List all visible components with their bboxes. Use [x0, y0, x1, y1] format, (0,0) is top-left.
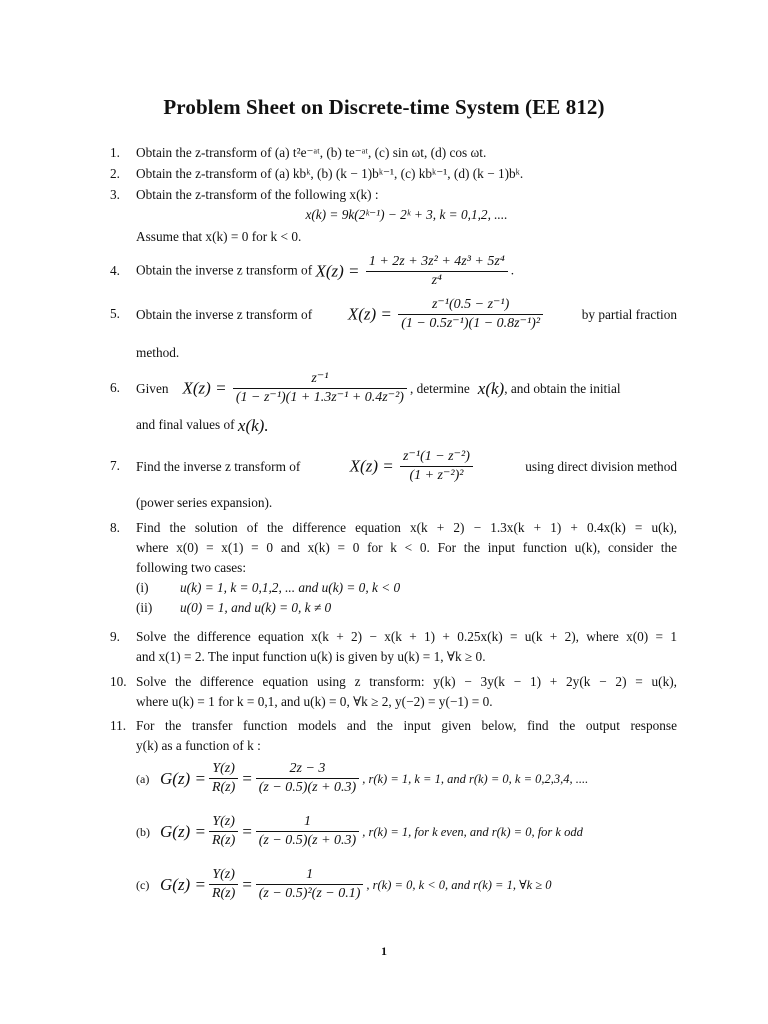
- problem-9: [112, 627, 677, 667]
- problem-5: [112, 296, 677, 363]
- fraction: [366, 253, 508, 290]
- problem-equation: x(k) = 9k(2ᵏ⁻¹) − 2ᵏ + 3, k = 0,1,2, ....: [305, 207, 508, 222]
- problem-text: Obtain the inverse z transform of: [136, 262, 313, 278]
- numerator: Y(z): [209, 813, 238, 832]
- problem-text: Find the inverse z transform of: [136, 458, 301, 474]
- problem-number: 2.: [110, 166, 120, 181]
- problem-line: Solve the difference equation using z transform: y(k) − 3y(k − 1) + 2y(k − 2) = u(k),: [136, 674, 677, 689]
- problem-line: where u(k) = 1 for k = 0,1, and u(k) = 0, ∀k ≥ 2, y(−2) = y(−1) = 0.: [136, 694, 493, 709]
- problem-number: 5.: [110, 306, 120, 321]
- problem-note: Assume that x(k) = 0 for k < 0.: [136, 229, 302, 244]
- numerator: Y(z): [209, 760, 238, 779]
- page-number: 1: [381, 944, 387, 958]
- numerator: Y(z): [209, 866, 238, 885]
- problem-7: [112, 448, 677, 513]
- problem-11-part-b: (b) G(z) = $\frac{Y(z)}{R(z)}$ = $\frac{1}{(z - 0.5)(z + 0.3)}$ , r(k) = 1, for k even, and r(k) = 0, for k odd: [136, 814, 583, 848]
- problem-text: , and obtain the initial: [504, 380, 621, 396]
- case-label: (ii): [136, 600, 153, 615]
- case-text: u(k) = 1, k = 0,1,2, ... and u(k) = 0, k < 0: [180, 580, 401, 595]
- input-condition: , r(k) = 1, k = 1, and r(k) = 0, k = 0,2,3,4, ....: [362, 771, 589, 786]
- problem-line: For the transfer function models and the input given below, find the output response: [136, 718, 677, 733]
- problem-11-part-c: (c) G(z) = $\frac{Y(z)}{R(z)}$ = $\frac{1}{\text{(z − 0.5)²(z − 0.1)}}$ , r(k) = 0, k < 0, and r(k) = 1, ∀k ≥ 0: [136, 867, 552, 901]
- problem-number: 6.: [110, 380, 120, 395]
- problem-number: 11.: [110, 718, 127, 733]
- problem-text: using direct division method: [525, 458, 677, 474]
- input-condition: , r(k) = 1, for k even, and r(k) = 0, for k odd: [362, 824, 583, 839]
- fraction: [233, 370, 407, 407]
- problem-text: Given: [136, 380, 169, 396]
- case-text: u(0) = 1, and u(k) = 0, k ≠ 0: [180, 600, 332, 615]
- part-label: (c): [136, 877, 150, 892]
- problem-text: by partial fraction: [581, 306, 677, 322]
- lhs-expression: X(z) =: [182, 378, 227, 398]
- problem-text: and final values of: [136, 417, 235, 432]
- fraction: [209, 813, 238, 850]
- problem-1: [112, 143, 677, 163]
- lhs-expression: G(z) =: [160, 874, 206, 894]
- denominator: R(z): [211, 886, 236, 901]
- input-condition: , r(k) = 0, k < 0, and r(k) = 1, ∀k ≥ 0: [366, 877, 552, 892]
- problem-8: [112, 518, 677, 618]
- lhs-expression: X(z) =: [347, 304, 392, 324]
- numerator: 1: [256, 866, 364, 885]
- fraction: [400, 448, 473, 485]
- numerator: z⁻¹(0.5 − z⁻¹): [398, 296, 543, 315]
- problem-2: [112, 164, 677, 184]
- lhs-expression: X(z) =: [349, 456, 394, 476]
- fraction: [398, 296, 543, 333]
- problem-number: 1.: [110, 145, 120, 160]
- problem-number: 8.: [110, 520, 120, 535]
- problem-line: y(k) as a function of k :: [136, 738, 261, 753]
- denominator: (z − 0.5)²(z − 0.1): [258, 886, 361, 901]
- problem-text: Obtain the z-transform of the following x(k) :: [136, 187, 379, 202]
- denominator: (1 + z⁻²)²: [409, 468, 464, 483]
- numerator: 2z − 3: [256, 760, 359, 779]
- part-label: (a): [136, 771, 150, 786]
- problem-line: Solve the difference equation x(k + 2) − x(k + 1) + 0.25x(k) = u(k + 2), where x(0) = 1: [136, 629, 677, 644]
- problem-line: following two cases:: [136, 560, 247, 575]
- problem-text: Obtain the inverse z transform of: [136, 306, 313, 322]
- case-label: (i): [136, 580, 149, 595]
- problem-text: , determine: [409, 380, 470, 396]
- part-label: (b): [136, 824, 150, 839]
- xk-expression: x(k): [477, 378, 505, 398]
- fraction: [256, 866, 364, 903]
- problem-text: (power series expansion).: [136, 495, 273, 510]
- problem-number: 4.: [110, 263, 120, 278]
- problem-number: 3.: [110, 187, 120, 202]
- denominator: (1 − z⁻¹)(1 + 1.3z⁻¹ + 0.4z⁻²): [235, 390, 404, 405]
- problem-3: [112, 185, 677, 247]
- problem-line: Find the solution of the difference equation x(k + 2) − 1.3x(k + 1) + 0.4x(k) = u(k),: [136, 520, 677, 535]
- page-title: Problem Sheet on Discrete-time System (EE 812): [163, 95, 605, 119]
- fraction: [209, 866, 238, 903]
- problem-11: [112, 716, 677, 756]
- denominator: R(z): [211, 833, 236, 848]
- lhs-expression: X(z) =: [315, 261, 360, 281]
- numerator: z⁻¹: [233, 370, 407, 389]
- problem-number: 10.: [110, 674, 127, 689]
- denominator: R(z): [211, 780, 236, 795]
- numerator: 1: [256, 813, 359, 832]
- lhs-expression: G(z) =: [160, 821, 206, 841]
- problem-text: Obtain the z-transform of (a) kbᵏ, (b) (k − 1)bᵏ⁻¹, (c) kbᵏ⁻¹, (d) (k − 1)bᵏ.: [136, 166, 524, 181]
- problem-line: where x(0) = x(1) = 0 and x(k) = 0 for k < 0. For the input function u(k), consider the: [136, 540, 677, 555]
- lhs-expression: G(z) =: [160, 768, 206, 788]
- fraction: [256, 760, 359, 797]
- denominator: z⁴: [431, 273, 442, 288]
- problem-6: [112, 370, 677, 436]
- problem-number: 9.: [110, 629, 120, 644]
- numerator: 1 + 2z + 3z² + 4z³ + 5z⁴: [366, 253, 508, 272]
- denominator: (z − 0.5)(z + 0.3): [258, 833, 357, 848]
- fraction: [209, 760, 238, 797]
- problem-4: 4. Obtain the inverse z transform of X(z) = $\frac{\text{1 + 2z + 3z² + 4z³ + 5z⁴}}{\text{z⁴}}$ .: [110, 254, 515, 288]
- fraction: [256, 813, 359, 850]
- problem-11-part-a: (a) G(z) = $\frac{Y(z)}{R(z)}$ = $\frac{2z - 3}{(z - 0.5)(z + 0.3)}$ , r(k) = 1, k = 1, and r(k) = 0, k = 0,2,3,4, ....: [136, 761, 589, 795]
- xk-expression: x(k).: [237, 415, 269, 435]
- problem-10: [112, 672, 677, 712]
- problem-number: 7.: [110, 458, 120, 473]
- problem-line: and x(1) = 2. The input function u(k) is given by u(k) = 1, ∀k ≥ 0.: [136, 649, 486, 664]
- denominator: (z − 0.5)(z + 0.3): [258, 780, 357, 795]
- denominator: (1 − 0.5z⁻¹)(1 − 0.8z⁻¹)²: [401, 316, 541, 331]
- numerator: z⁻¹(1 − z⁻²): [400, 448, 473, 467]
- problem-text: Obtain the z-transform of (a) t²e⁻ᵃᵗ, (b) te⁻ᵃᵗ, (c) sin ωt, (d) cos ωt.: [136, 145, 487, 160]
- problem-text: method.: [136, 345, 180, 360]
